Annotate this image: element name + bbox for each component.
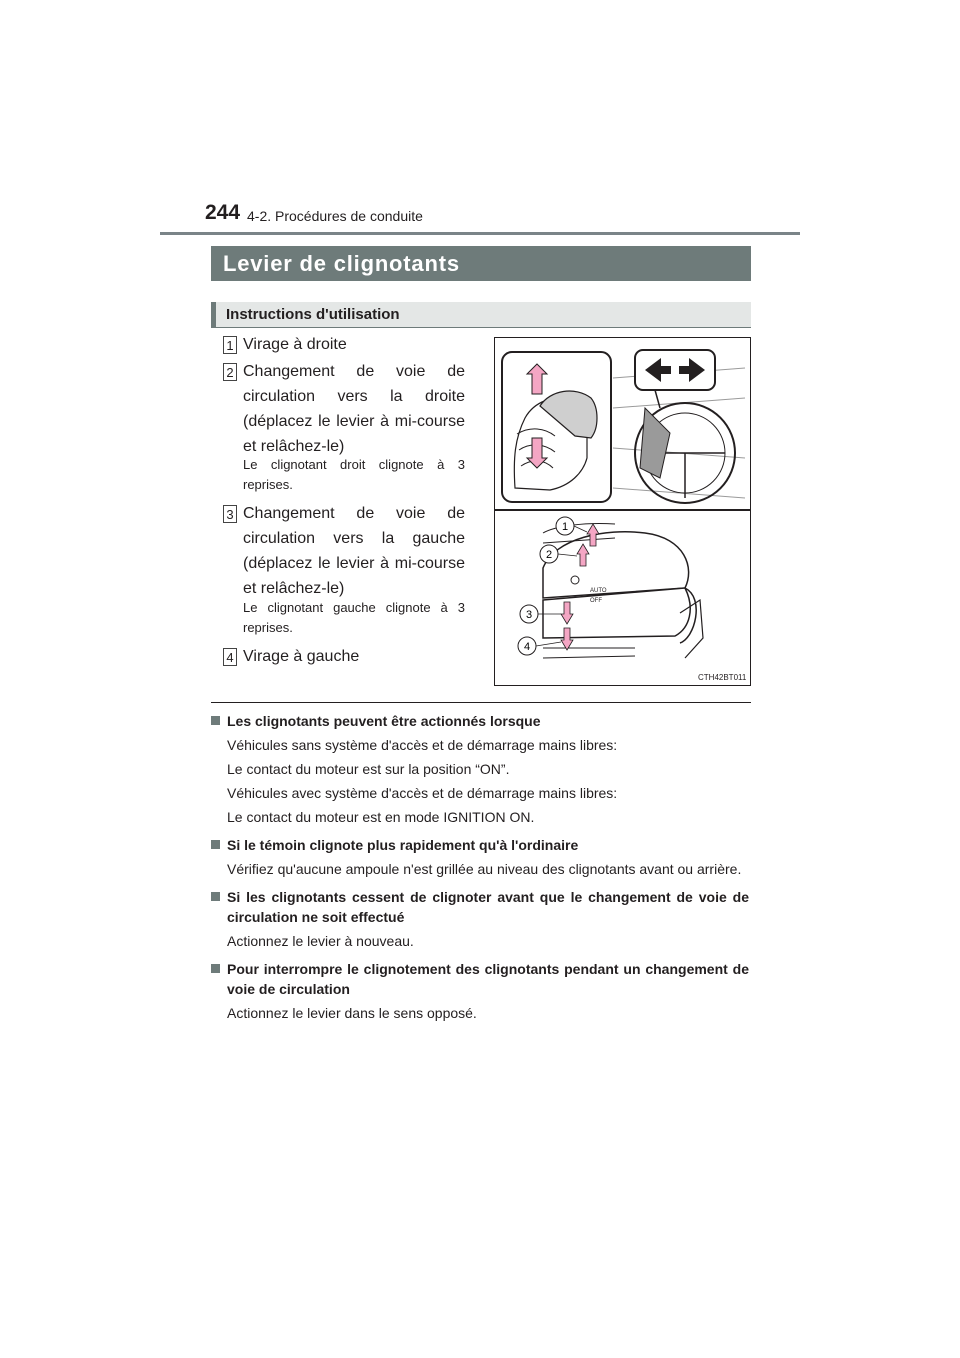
note-line: Vérifiez qu'aucune ampoule n'est grillée au niveau des clignotants avant ou arrière. <box>227 861 742 877</box>
figure-label-3: 3 <box>525 609 533 621</box>
item-text: Virage à gauche <box>243 648 360 665</box>
figure-frame <box>494 337 751 686</box>
item-number-badge: 3 <box>223 505 237 523</box>
item-text: Changement de voie de circulation vers la droite (déplacez le levier à mi-course et relâchez-le) <box>243 363 465 455</box>
figure-label-4: 4 <box>523 641 531 653</box>
item-note: Le clignotant droit clignote à 3 reprises. <box>243 457 465 492</box>
page-number: 244 <box>205 201 241 224</box>
note-group <box>211 887 749 951</box>
header-divider <box>160 232 800 235</box>
note-heading-text: Les clignotants peuvent être actionnés lorsque <box>227 713 541 729</box>
section-header: 4-2. Procédures de conduite <box>247 208 423 224</box>
note-heading-text: Pour interrompre le clignotement des clignotants pendant un changement de voie de circulation <box>227 961 749 997</box>
subtitle-bar <box>211 302 751 328</box>
section-subtitle: Instructions d'utilisation <box>226 306 400 323</box>
note-group <box>211 835 749 879</box>
title-bar <box>211 246 751 281</box>
note-line: Véhicules sans système d'accès et de démarrage mains libres: <box>227 737 618 753</box>
note-heading <box>211 887 749 927</box>
turn-signal-lever-illustration-icon <box>495 338 750 685</box>
note-heading <box>211 711 749 731</box>
note-line: Véhicules avec système d'accès et de démarrage mains libres: <box>227 785 618 801</box>
note-line: Le contact du moteur est en mode IGNITION ON. <box>227 809 535 825</box>
note-heading-text: Si les clignotants cessent de clignoter avant que le changement de voie de circulation ne soit effectué <box>227 889 749 925</box>
lever-off-label: OFF <box>590 598 602 604</box>
item-note: Le clignotant gauche clignote à 3 reprises. <box>243 600 465 635</box>
figure-label-1: 1 <box>561 521 569 533</box>
note-line: Le contact du moteur est sur la position “ON”. <box>227 761 510 777</box>
notes-divider <box>211 702 751 703</box>
square-bullet-icon <box>211 840 220 849</box>
item-text: Changement de voie de circulation vers la gauche (déplacez le levier à mi-course et relâchez-le) <box>243 505 465 597</box>
lever-auto-label: AUTO <box>590 588 607 594</box>
square-bullet-icon <box>211 716 220 725</box>
item-number-badge: 1 <box>223 336 237 354</box>
item-text: Virage à droite <box>243 336 347 353</box>
note-heading <box>211 835 749 855</box>
page-title: Levier de clignotants <box>223 251 460 276</box>
notes-section <box>211 711 749 1031</box>
figure-code: CTH42BT011 <box>698 673 747 682</box>
note-heading-text: Si le témoin clignote plus rapidement qu'à l'ordinaire <box>227 837 579 853</box>
item-number-badge: 2 <box>223 363 237 381</box>
figure-label-2: 2 <box>545 549 553 561</box>
note-group <box>211 711 749 827</box>
square-bullet-icon <box>211 892 220 901</box>
item-number-badge: 4 <box>223 648 237 666</box>
note-line: Actionnez le levier à nouveau. <box>227 933 414 949</box>
note-heading <box>211 959 749 999</box>
note-line: Actionnez le levier dans le sens opposé. <box>227 1005 477 1021</box>
note-group <box>211 959 749 1023</box>
square-bullet-icon <box>211 964 220 973</box>
